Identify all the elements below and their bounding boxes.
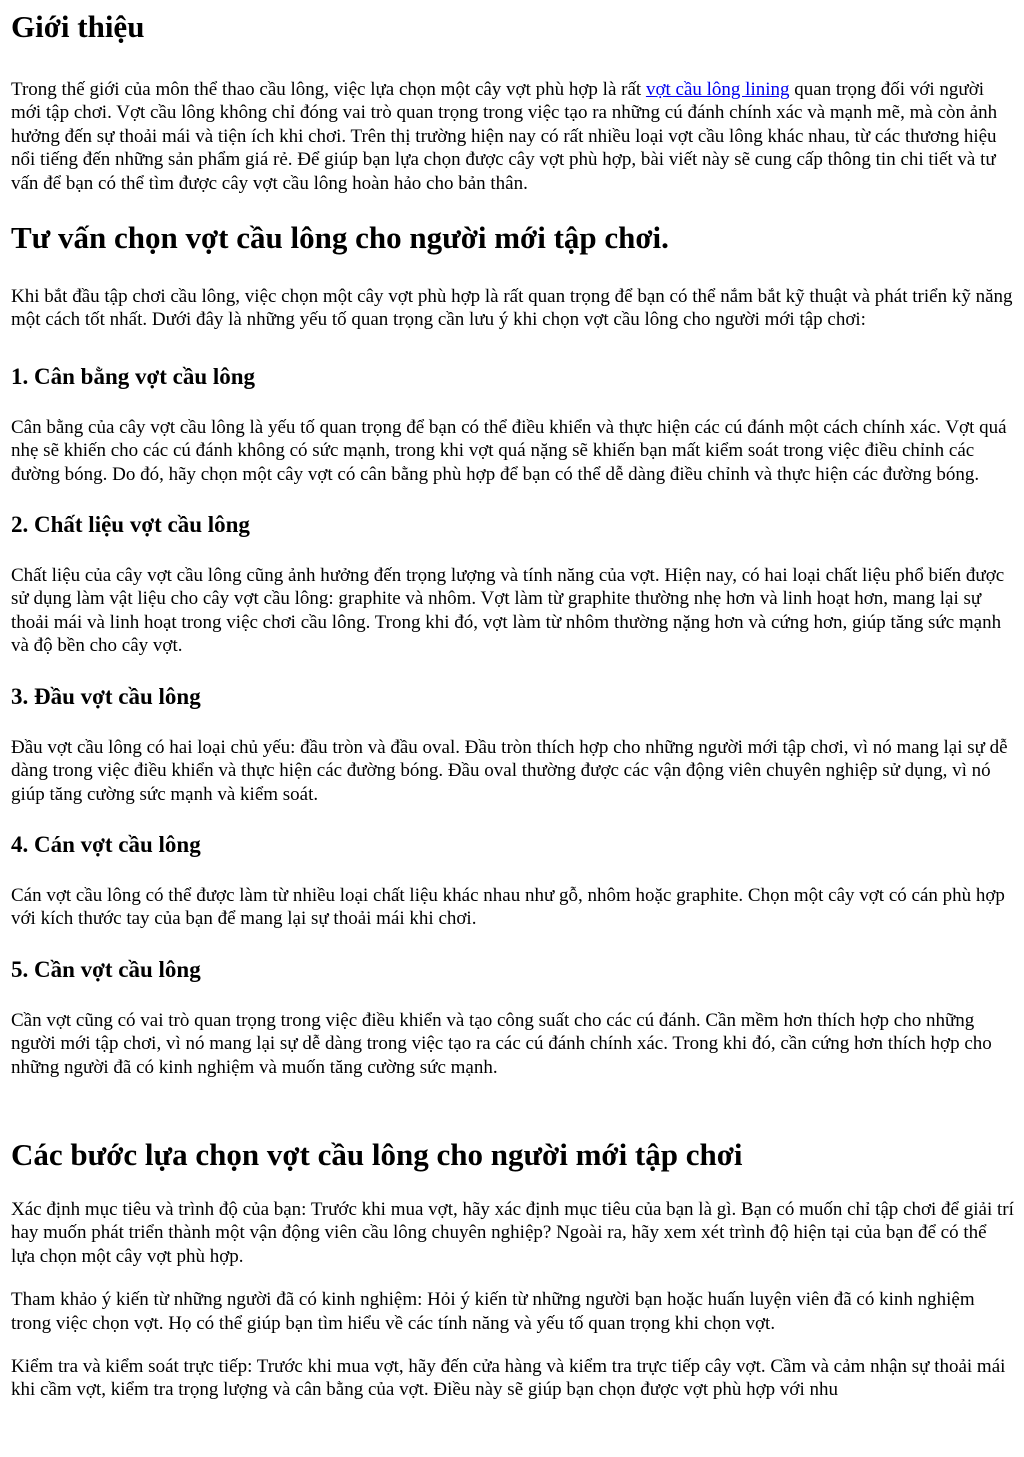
advice-paragraph: Khi bắt đầu tập chơi cầu lông, việc chọn một cây vợt phù hợp là rất quan trọng để bạn có thể nắm bắt kỹ thuật và phát triển kỹ năng một cách tốt nhất. Dưới đây là những yếu tố quan trọng cần lưu ý khi chọn vợt cầu lông cho người mới tập chơi:	[11, 286, 1013, 331]
factor-text-handle: Cán vợt cầu lông có thể được làm từ nhiều loại chất liệu khác nhau như gỗ, nhôm hoặc graphite. Chọn một cây vợt có cán phù hợp với kích thước tay của bạn để mang lại sự thoải mái khi chơi.	[11, 884, 1005, 930]
intro-paragraph	[11, 78, 1014, 195]
intro-text-before-link: Trong thế giới của môn thể thao cầu lông, việc lựa chọn một cây vợt phù hợp là rất	[11, 79, 646, 100]
factor-text-shaft: Cần vợt cũng có vai trò quan trọng trong việc điều khiển và tạo công suất cho các cú đánh. Cần mềm hơn thích hợp cho những người mới tập chơi, vì nó mang lại sự dễ dàng trong việc tạo ra các cú đánh chính xác. Trong khi đó, cần cứng hơn thích hợp cho những người đã có kinh nghiệm và muốn tăng cường sức mạnh.	[11, 1009, 992, 1078]
factor-heading-balance: 1. Cân bằng vợt cầu lông	[11, 363, 256, 389]
step-paragraph-advice: Tham khảo ý kiến từ những người đã có kinh nghiệm: Hỏi ý kiến từ những người bạn hoặc huấn luyện viên đã có kinh nghiệm trong việc chọn vợt. Họ có thể giúp bạn tìm hiểu về các tính năng và yếu tố quan trọng khi chọn vợt.	[11, 1289, 975, 1334]
step-paragraph-goals: Xác định mục tiêu và trình độ của bạn: Trước khi mua vợt, hãy xác định mục tiêu của bạn là gì. Bạn có muốn chỉ tập chơi để giải trí hay muốn phát triển thành một vận động viên cầu lông chuyên nghiệp? Ngoài ra, hãy xem xét trình độ hiện tại của bạn để có thể lựa chọn một cây vợt phù hợp.	[11, 1198, 1014, 1267]
intro-text-after-link: quan trọng đối với người mới tập chơi. Vợt cầu lông không chỉ đóng vai trò quan trọng trong việc tạo ra những cú đánh chính xác và mạnh mẽ, mà còn ảnh hưởng đến sự thoải mái và tiện ích khi chơi. Trên thị trường hiện nay có rất nhiều loại vợt cầu lông khác nhau, từ các thương hiệu nổi tiếng đến những sản phẩm giá rẻ. Để giúp bạn lựa chọn được cây vợt phù hợp, bài viết này sẽ cung cấp thông tin chi tiết và tư vấn để bạn có thể tìm được cây vợt cầu lông hoàn hảo cho bản thân.	[11, 79, 998, 194]
factor-heading-material: 2. Chất liệu vợt cầu lông	[11, 512, 250, 538]
factor-text-material: Chất liệu của cây vợt cầu lông cũng ảnh hưởng đến trọng lượng và tính năng của vợt. Hiện nay, có hai loại chất liệu phổ biến được sử dụng làm vật liệu cho cây vợt cầu lông: graphite và nhôm. Vợt làm từ graphite thường nhẹ hơn và linh hoạt hơn, mang lại sự thoải mái và linh hoạt trong việc chơi cầu lông. Trong khi đó, vợt làm từ nhôm thường nặng hơn và cứng hơn, giúp tăng sức mạnh và độ bền cho cây vợt.	[11, 565, 1005, 657]
step-paragraph-inspect: Kiểm tra và kiểm soát trực tiếp: Trước khi mua vợt, hãy đến cửa hàng và kiểm tra trực tiếp cây vợt. Cầm và cảm nhận sự thoải mái khi cầm vợt, kiểm tra trọng lượng và cân bằng của vợt. Điều này sẽ giúp bạn chọn được vợt phù hợp với nhu	[11, 1355, 1006, 1401]
factor-text-head: Đầu vợt cầu lông có hai loại chủ yếu: đầu tròn và đầu oval. Đầu tròn thích hợp cho những người mới tập chơi, vì nó mang lại sự dễ dàng trong việc điều khiển và thực hiện các đường bóng. Đầu oval thường được các vận động viên chuyên nghiệp sử dụng, vì nó giúp tăng cường sức mạnh và kiểm soát.	[11, 736, 1008, 805]
advice-heading: Tư vấn chọn vợt cầu lông cho người mới tập chơi.	[11, 220, 669, 256]
article	[0, 9, 1024, 1402]
factor-heading-shaft: 5. Cần vợt cầu lông	[11, 956, 201, 982]
factor-heading-head: 3. Đầu vợt cầu lông	[11, 683, 201, 709]
intro-heading: Giới thiệu	[11, 9, 145, 44]
steps-heading: Các bước lựa chọn vợt cầu lông cho người mới tập chơi	[11, 1136, 743, 1172]
factor-text-balance: Cân bằng của cây vợt cầu lông là yếu tố quan trọng để bạn có thể điều khiển và thực hiện các cú đánh một cách chính xác. Vợt quá nhẹ sẽ khiến cho các cú đánh không có sức mạnh, trong khi vợt quá nặng sẽ khiến bạn mất kiểm soát trong việc điều chỉnh các đường bóng. Do đó, hãy chọn một cây vợt có cân bằng phù hợp để bạn có thể dễ dàng điều chỉnh và thực hiện các đường bóng.	[11, 416, 1007, 485]
racket-lining-link[interactable]: vợt cầu lông lining	[645, 79, 790, 100]
factor-heading-handle: 4. Cán vợt cầu lông	[11, 831, 201, 857]
